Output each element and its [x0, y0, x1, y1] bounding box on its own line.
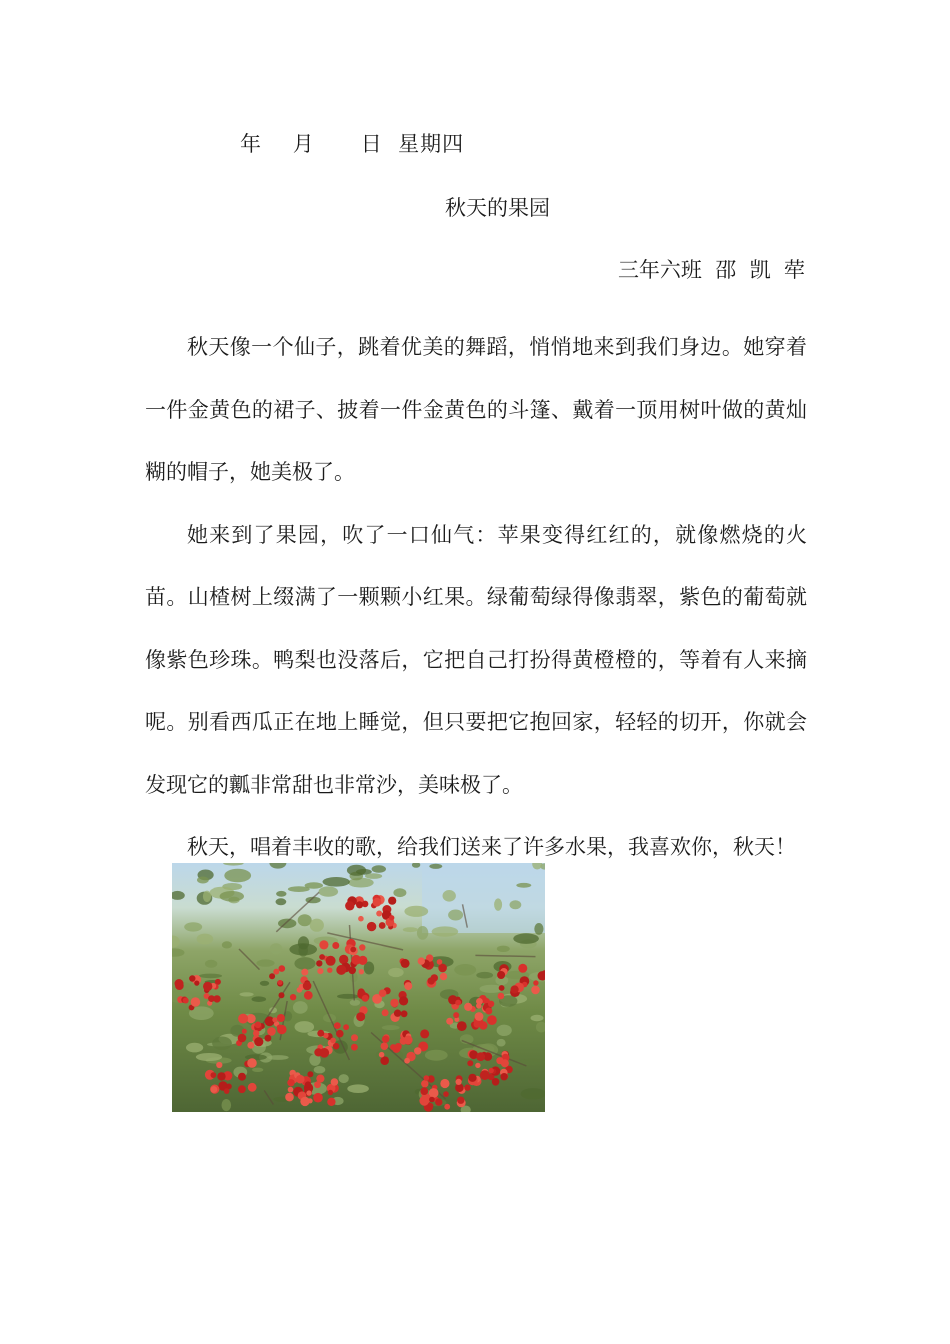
berry: [301, 969, 308, 976]
leaf: [531, 1015, 544, 1021]
berry: [531, 986, 540, 995]
author-line: 三年六班 邵 凯 荦: [617, 258, 805, 282]
leaf: [404, 906, 428, 917]
berry: [476, 998, 483, 1005]
article-title: 秋天的果园: [445, 196, 550, 220]
berry: [319, 940, 328, 949]
berry: [475, 1012, 484, 1021]
berry: [317, 1030, 324, 1037]
berry: [440, 1079, 449, 1088]
berry: [356, 901, 363, 908]
leaf: [521, 1088, 545, 1099]
berry: [216, 1062, 222, 1068]
berry: [285, 1093, 294, 1102]
leaf: [199, 974, 222, 979]
leaf: [223, 863, 243, 866]
berry: [242, 1029, 247, 1034]
leaf: [323, 877, 350, 887]
berry: [399, 996, 408, 1005]
berry: [437, 959, 443, 965]
berry: [350, 947, 356, 953]
berry: [247, 1058, 257, 1068]
berry: [446, 1018, 453, 1025]
berry: [358, 988, 365, 995]
berry: [278, 980, 283, 985]
leaf: [220, 891, 244, 902]
berry: [265, 1035, 272, 1042]
berry: [317, 968, 323, 974]
berry: [288, 1087, 294, 1093]
berry: [175, 979, 184, 988]
berry: [511, 985, 519, 993]
berry: [492, 1078, 500, 1086]
berry: [269, 973, 275, 979]
berry: [443, 1091, 449, 1097]
leaf: [339, 1074, 349, 1083]
berry: [500, 1073, 507, 1080]
berry: [336, 965, 346, 975]
leaf: [224, 869, 251, 883]
berry: [420, 1087, 428, 1095]
berry: [453, 1012, 459, 1018]
berry: [253, 1030, 259, 1036]
paragraph-1: 秋天像一个仙子，跳着优美的舞蹈，悄悄地来到我们身边。她穿着一件金黄色的裙子、披着一件金黄色的斗篷、戴着一顶用树叶做的黄灿糊的帽子，她美极了。: [145, 335, 807, 484]
leaf: [310, 919, 324, 932]
berry: [381, 1042, 389, 1050]
leaf: [337, 994, 359, 999]
berry: [277, 1025, 282, 1030]
berry: [313, 1093, 323, 1103]
berry: [489, 1068, 494, 1073]
leaf: [403, 927, 418, 932]
berry: [480, 1070, 490, 1080]
berry: [238, 1014, 248, 1024]
berry: [238, 1085, 246, 1093]
berry: [499, 985, 505, 991]
leaf: [205, 960, 217, 968]
berry: [304, 991, 313, 1000]
berry: [305, 1081, 311, 1087]
leaf: [276, 898, 287, 905]
leaf: [222, 1099, 232, 1111]
berry: [248, 1083, 257, 1092]
berry: [333, 1043, 340, 1050]
berry: [373, 898, 382, 907]
berry: [194, 981, 199, 986]
berry: [238, 1034, 247, 1043]
berry: [475, 1063, 480, 1068]
berry: [388, 897, 396, 905]
berry: [331, 1078, 339, 1086]
leaf: [476, 972, 493, 979]
leaf: [276, 891, 286, 897]
berry: [345, 901, 354, 910]
berry: [464, 1084, 470, 1090]
leaf: [212, 1037, 232, 1051]
berry: [518, 964, 527, 973]
leaf: [260, 981, 269, 986]
berry: [435, 1098, 442, 1105]
leaf: [536, 1022, 545, 1033]
berry: [189, 975, 195, 981]
leaf: [222, 941, 232, 948]
leaf: [534, 923, 543, 935]
leaf: [256, 959, 274, 966]
leaf: [454, 964, 476, 976]
leaf: [172, 948, 185, 956]
leaf: [186, 1043, 203, 1053]
berry: [326, 956, 336, 966]
berry: [277, 1014, 285, 1022]
leaf: [293, 1001, 308, 1014]
berry: [320, 1048, 330, 1058]
berry: [279, 992, 285, 998]
berry: [238, 1073, 246, 1081]
berry: [303, 982, 312, 991]
leaf: [432, 926, 459, 936]
berry: [376, 911, 382, 917]
leaf: [388, 968, 404, 977]
leaf: [494, 898, 502, 910]
leaf: [382, 1025, 400, 1030]
branch: [264, 1090, 273, 1104]
paragraph-3: 秋天，唱着丰收的歌，给我们送来了许多水果，我喜欢你，秋天！: [187, 835, 796, 859]
leaf: [197, 877, 209, 884]
berry: [382, 1036, 389, 1043]
berry: [351, 955, 361, 965]
article-body: [145, 316, 807, 879]
berry: [255, 1022, 262, 1029]
leaf: [289, 943, 317, 955]
berry: [401, 959, 410, 968]
berry: [421, 1080, 428, 1087]
berry: [296, 1075, 305, 1084]
berry: [404, 982, 412, 990]
berry: [203, 982, 212, 991]
berry: [467, 1060, 473, 1066]
leaf: [513, 933, 539, 944]
berry: [404, 1058, 410, 1064]
leaf: [417, 926, 428, 940]
berry: [327, 968, 332, 973]
berry: [404, 1036, 413, 1045]
berry: [497, 971, 505, 979]
leaf: [443, 890, 456, 902]
date-line: 年 月 日 星期四: [240, 132, 465, 156]
leaf: [372, 865, 386, 873]
berry: [359, 944, 365, 950]
berry: [300, 1097, 309, 1106]
leaf: [516, 883, 531, 888]
berry: [306, 1090, 311, 1095]
leaf: [497, 1025, 512, 1036]
berry: [379, 922, 386, 929]
berry: [362, 995, 369, 1002]
berry: [498, 993, 505, 1000]
berry: [456, 1079, 462, 1085]
leaf: [252, 1068, 263, 1072]
berry: [359, 969, 364, 974]
leaf: [314, 1066, 326, 1073]
leaf: [196, 1053, 222, 1061]
berry: [213, 995, 220, 1002]
leaf: [448, 910, 463, 921]
leaf: [425, 1050, 448, 1061]
berry: [191, 997, 201, 1007]
leaf: [294, 957, 315, 970]
leaf: [319, 886, 339, 896]
paragraph-2: 她来到了果园，吹了一口仙气：苹果变得红红的，就像燃烧的火苗。山楂树上缀满了一颗颗小红果。绿葡萄绿得像翡翠，紫色的葡萄就像紫色珍珠。鸭梨也没落后，它把自己打扮得黄橙橙的，等着有人来摘呢。别看西瓜正在地上睡觉，但只要把它抱回家，轻轻的切开，你就会发现它的瓤非常甜也非常沙，美味极了。: [145, 522, 807, 797]
berry: [394, 1010, 401, 1017]
berry: [267, 1027, 276, 1036]
berry: [297, 987, 303, 993]
berry-bush-photo: [172, 863, 545, 1112]
berry: [428, 1103, 433, 1108]
leaf: [429, 864, 442, 869]
leaf: [270, 943, 283, 954]
branch: [239, 949, 260, 970]
berry: [247, 1042, 254, 1049]
berry: [424, 1075, 430, 1081]
berry: [319, 954, 325, 960]
berry: [254, 1037, 263, 1046]
berry: [457, 1021, 467, 1031]
leaf: [298, 914, 312, 926]
berry: [382, 1009, 389, 1016]
berry: [314, 1081, 321, 1088]
berry: [464, 1003, 472, 1011]
berry: [485, 1008, 492, 1015]
berry: [390, 999, 398, 1007]
berry: [488, 1001, 494, 1007]
berry: [418, 957, 425, 964]
berry: [468, 1074, 476, 1082]
berry: [389, 915, 394, 920]
berry: [379, 1052, 385, 1058]
berry: [444, 1104, 450, 1110]
berry: [217, 1072, 225, 1080]
berry: [390, 1044, 396, 1050]
berry: [343, 1024, 349, 1030]
berry: [440, 973, 447, 980]
berry: [429, 1097, 435, 1103]
berry: [287, 1079, 294, 1086]
leaf: [347, 865, 366, 876]
leaf: [288, 886, 310, 892]
leaf: [393, 888, 406, 897]
berry: [272, 1017, 277, 1022]
berry: [438, 964, 447, 973]
leaf: [269, 863, 286, 869]
berry: [479, 1021, 487, 1029]
sky-area: [422, 863, 545, 933]
leaf: [412, 863, 420, 868]
berry: [273, 969, 279, 975]
leaf: [197, 934, 214, 945]
berry: [358, 916, 364, 922]
leaf: [497, 946, 510, 952]
berry: [307, 1071, 313, 1077]
berry: [533, 980, 538, 985]
berry: [420, 1029, 429, 1038]
berry: [290, 994, 296, 1000]
berry: [370, 925, 375, 930]
berry: [487, 1015, 497, 1025]
berry: [356, 1012, 365, 1021]
leaf: [347, 1084, 369, 1093]
berry: [334, 1022, 341, 1029]
leaf: [510, 900, 522, 909]
berry: [501, 1059, 509, 1067]
berry: [183, 998, 189, 1004]
leaf: [365, 873, 382, 879]
berry: [328, 1090, 333, 1095]
berry: [332, 942, 339, 949]
berry: [224, 1088, 230, 1094]
berry: [336, 1030, 344, 1038]
berry: [380, 1056, 389, 1065]
leaf: [240, 992, 254, 996]
berry: [414, 1047, 421, 1054]
berry: [401, 1010, 408, 1017]
berry: [211, 1086, 218, 1093]
berry: [455, 1000, 461, 1006]
berry: [330, 1038, 336, 1044]
berry: [379, 989, 387, 997]
berry: [351, 1044, 358, 1051]
leaf: [172, 891, 185, 900]
leaf: [184, 922, 202, 931]
berry: [457, 1097, 464, 1104]
berry: [279, 965, 286, 972]
leaf: [497, 1039, 506, 1047]
berry: [211, 1072, 217, 1078]
berry: [351, 1034, 358, 1041]
berry: [327, 1098, 335, 1106]
leaf: [295, 1021, 315, 1033]
branch: [475, 955, 535, 956]
berry-bush-illustration: [172, 863, 545, 1112]
leaf: [172, 936, 180, 948]
leaf: [245, 1054, 267, 1060]
leaf: [252, 996, 267, 1002]
berry: [431, 974, 438, 981]
berry: [476, 1052, 485, 1061]
berry: [316, 960, 322, 966]
